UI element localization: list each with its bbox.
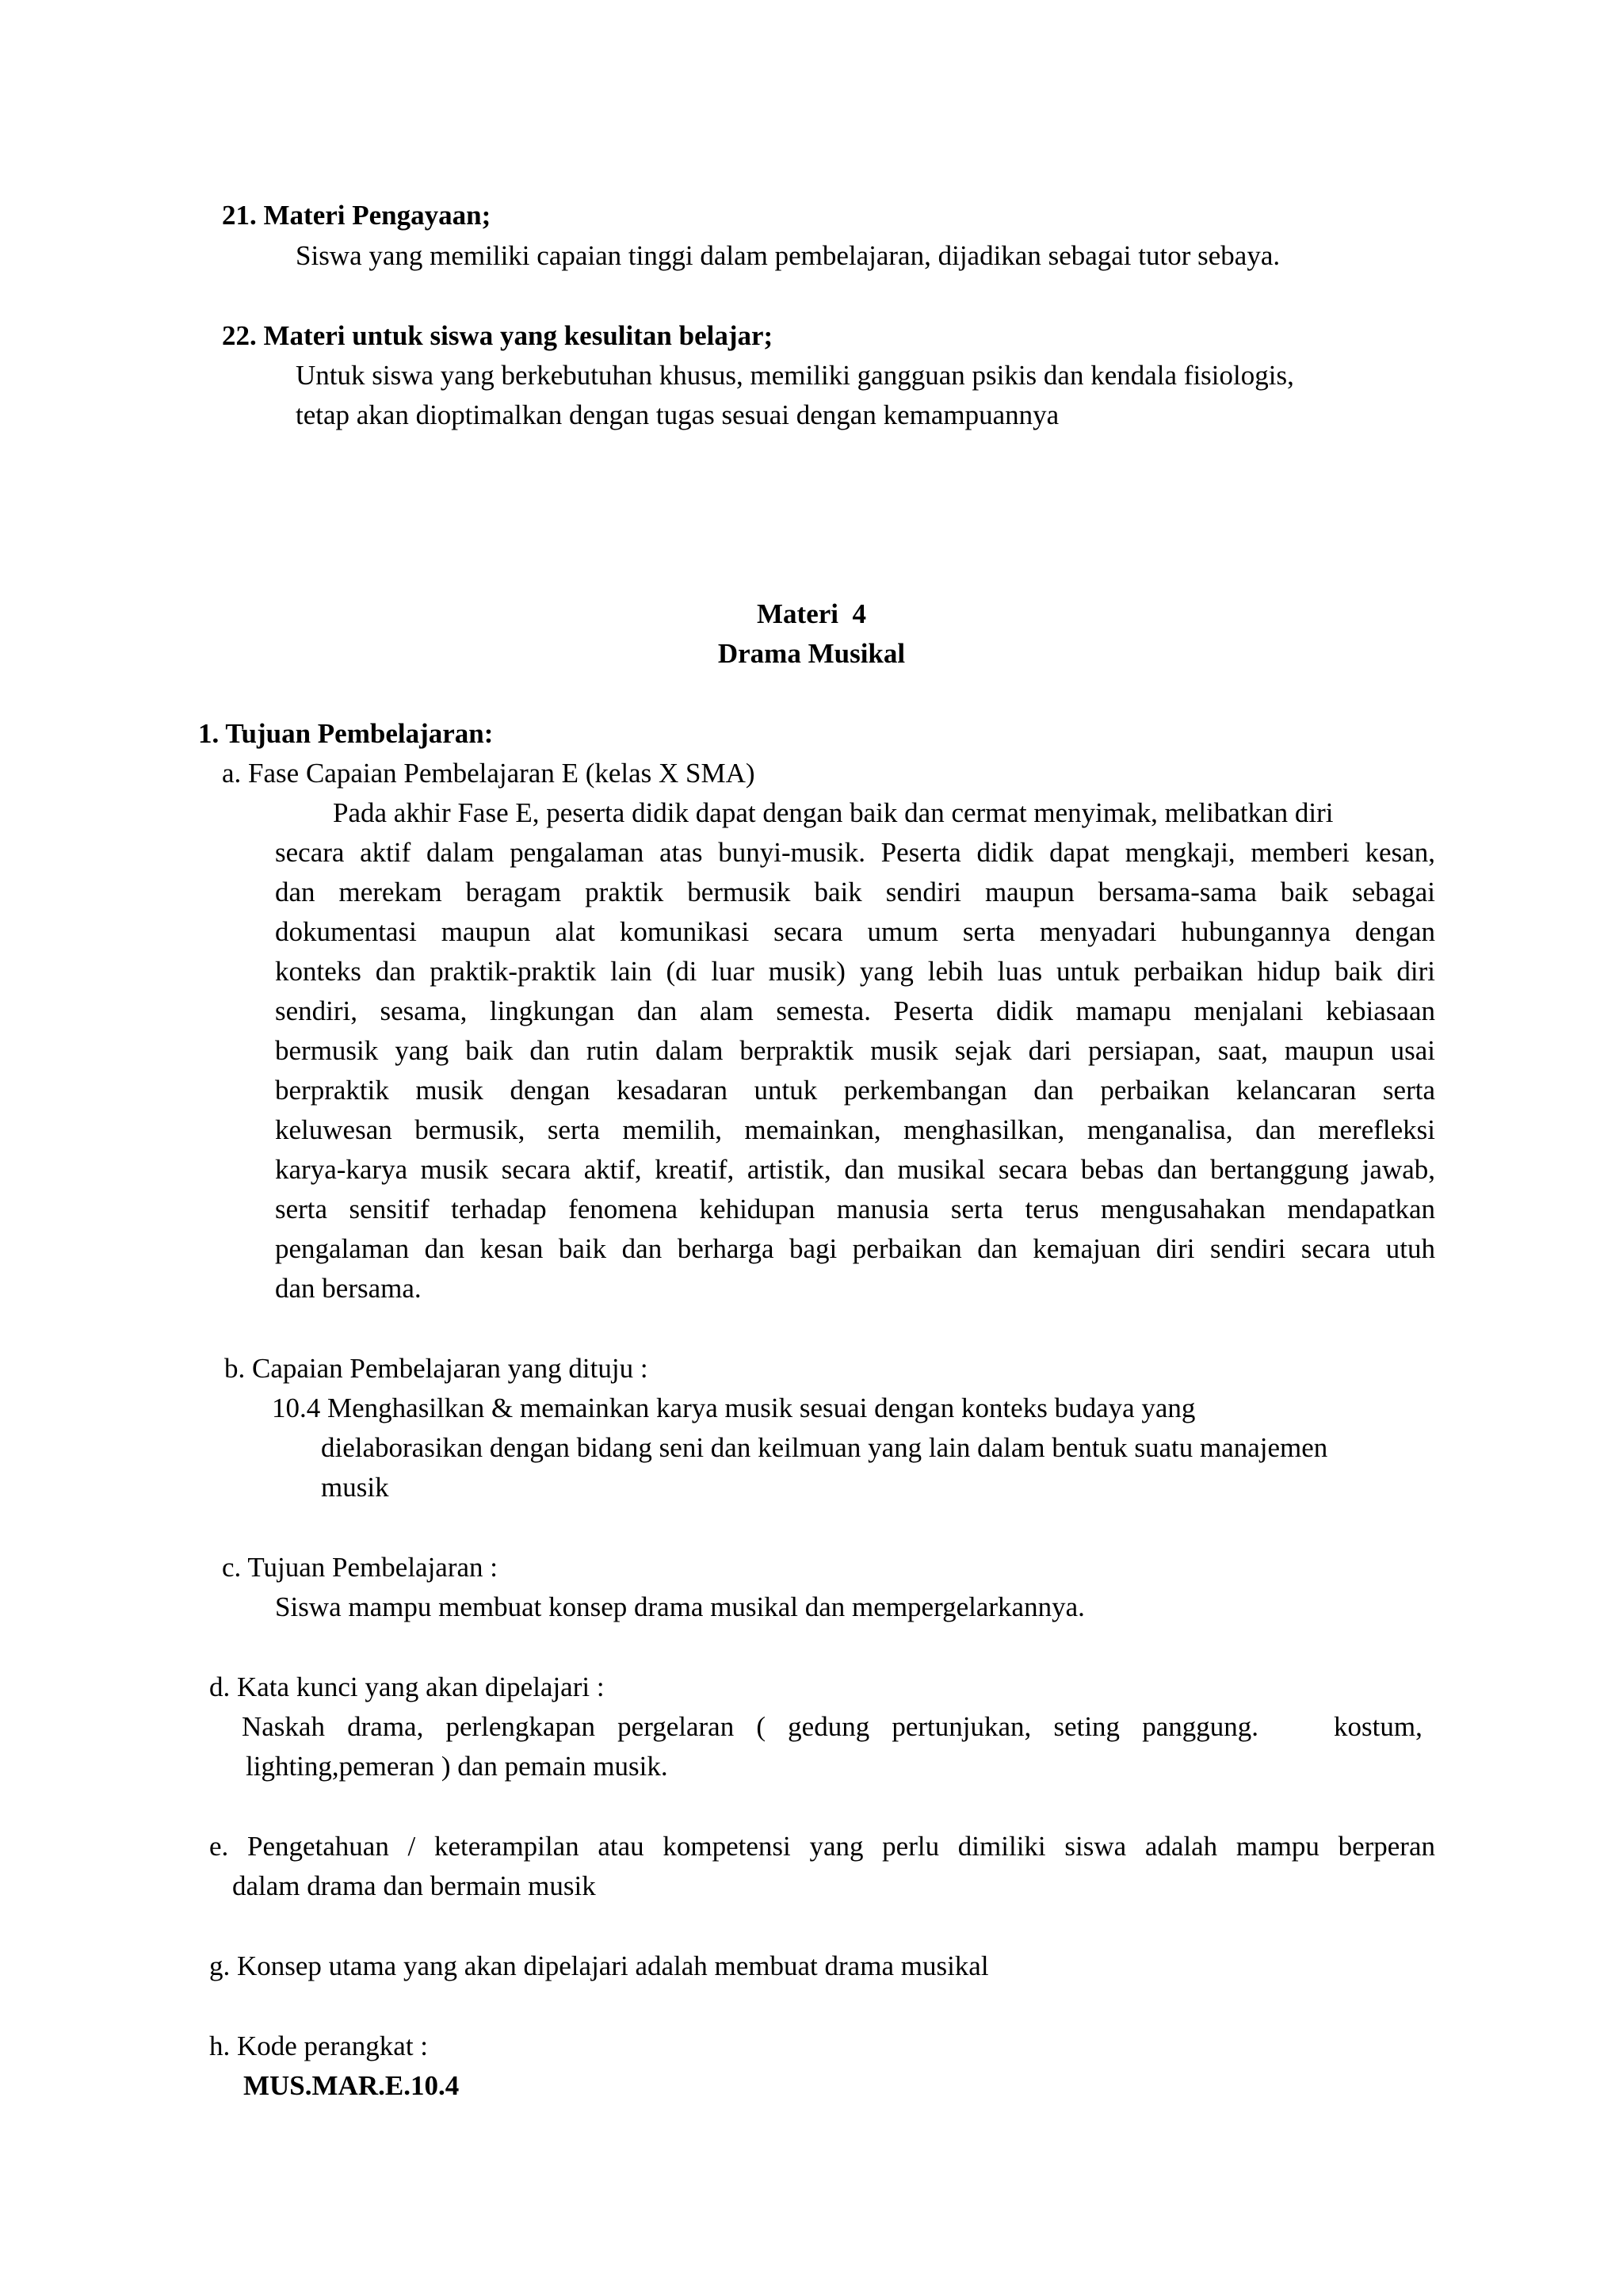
item-b-line-2: dielaborasikan dengan bidang seni dan keilmuan yang lain dalam bentuk suatu manajemen: [321, 1432, 1328, 1463]
item-a-line-5: konteks dan praktik-praktik lain (di luar musik) yang lebih luas untuk perbaikan hidup baik diri: [275, 956, 1435, 987]
item-a-line-9: keluwesan bermusik, serta memilih, memainkan, menghasilkan, menganalisa, dan merefleksi: [275, 1114, 1435, 1145]
item-h-code: MUS.MAR.E.10.4: [243, 2070, 460, 2101]
item-a-line-1: Pada akhir Fase E, peserta didik dapat dengan baik dan cermat menyimak, melibatkan diri: [333, 797, 1334, 828]
section-21-text: Siswa yang memiliki capaian tinggi dalam pembelajaran, dijadikan sebagai tutor sebaya.: [296, 240, 1281, 271]
item-a-line-7: bermusik yang baik dan rutin dalam berpraktik musik sejak dari persiapan, saat, maupun usai: [275, 1035, 1435, 1066]
item-c-label: c. Tujuan Pembelajaran :: [222, 1552, 498, 1583]
item-a-line-6: sendiri, sesama, lingkungan dan alam semesta. Peserta didik mamapu menjalani kebiasaan: [275, 995, 1435, 1026]
item-e-line-2: dalam drama dan bermain musik: [232, 1870, 596, 1901]
item-b-label: b. Capaian Pembelajaran yang dituju :: [224, 1353, 648, 1384]
item-g-text: g. Konsep utama yang akan dipelajari adalah membuat drama musikal: [209, 1950, 989, 1981]
section-21-heading: 21. Materi Pengayaan;: [222, 200, 491, 231]
item-a-line-4: dokumentasi maupun alat komunikasi secara umum serta menyadari hubungannya dengan: [275, 916, 1435, 947]
item-c-text: Siswa mampu membuat konsep drama musikal dan mempergelarkannya.: [275, 1591, 1085, 1622]
item-a-line-10: karya-karya musik secara aktif, kreatif, artistik, dan musikal secara bebas dan bertanggung jawab,: [275, 1154, 1435, 1185]
item-a-line-12: pengalaman dan kesan baik dan berharga bagi perbaikan dan kemajuan diri sendiri secara utuh: [275, 1233, 1435, 1264]
section-22-line-1: Untuk siswa yang berkebutuhan khusus, memiliki gangguan psikis dan kendala fisiologis,: [296, 360, 1294, 391]
item-b-line-3: musik: [321, 1472, 389, 1503]
item-d-label: d. Kata kunci yang akan dipelajari :: [209, 1671, 605, 1702]
materi-title: Materi 4: [757, 598, 866, 629]
item-d-line-1-end: kostum,: [1334, 1711, 1423, 1742]
item-e-line-1: e. Pengetahuan / keterampilan atau kompetensi yang perlu dimiliki siswa adalah mampu berperan: [209, 1831, 1435, 1862]
section-22-heading: 22. Materi untuk siswa yang kesulitan belajar;: [222, 320, 773, 351]
item-d-line-2: lighting,pemeran ) dan pemain musik.: [246, 1751, 668, 1782]
item-a-line-2: secara aktif dalam pengalaman atas bunyi-musik. Peserta didik dapat mengkaji, memberi kesan,: [275, 837, 1435, 868]
item-a-line-11: serta sensitif terhadap fenomena kehidupan manusia serta terus mengusahakan mendapatkan: [275, 1194, 1435, 1224]
item-a-label: a. Fase Capaian Pembelajaran E (kelas X SMA): [222, 758, 755, 789]
item-d-line-1: Naskah drama, perlengkapan pergelaran ( gedung pertunjukan, seting panggung.: [242, 1711, 1258, 1742]
item-a-line-13: dan bersama.: [275, 1273, 422, 1304]
item-a-line-3: dan merekam beragam praktik bermusik baik sendiri maupun bersama-sama baik sebagai: [275, 877, 1435, 907]
materi-subtitle: Drama Musikal: [717, 638, 906, 669]
item-b-line-1: 10.4 Menghasilkan & memainkan karya musik sesuai dengan konteks budaya yang: [272, 1392, 1196, 1423]
tujuan-heading: 1. Tujuan Pembelajaran:: [198, 718, 494, 749]
section-22-line-2: tetap akan dioptimalkan dengan tugas sesuai dengan kemampuannya: [296, 399, 1060, 430]
item-h-label: h. Kode perangkat :: [209, 2030, 429, 2061]
item-a-line-8: berpraktik musik dengan kesadaran untuk perkembangan dan perbaikan kelancaran serta: [275, 1075, 1435, 1106]
